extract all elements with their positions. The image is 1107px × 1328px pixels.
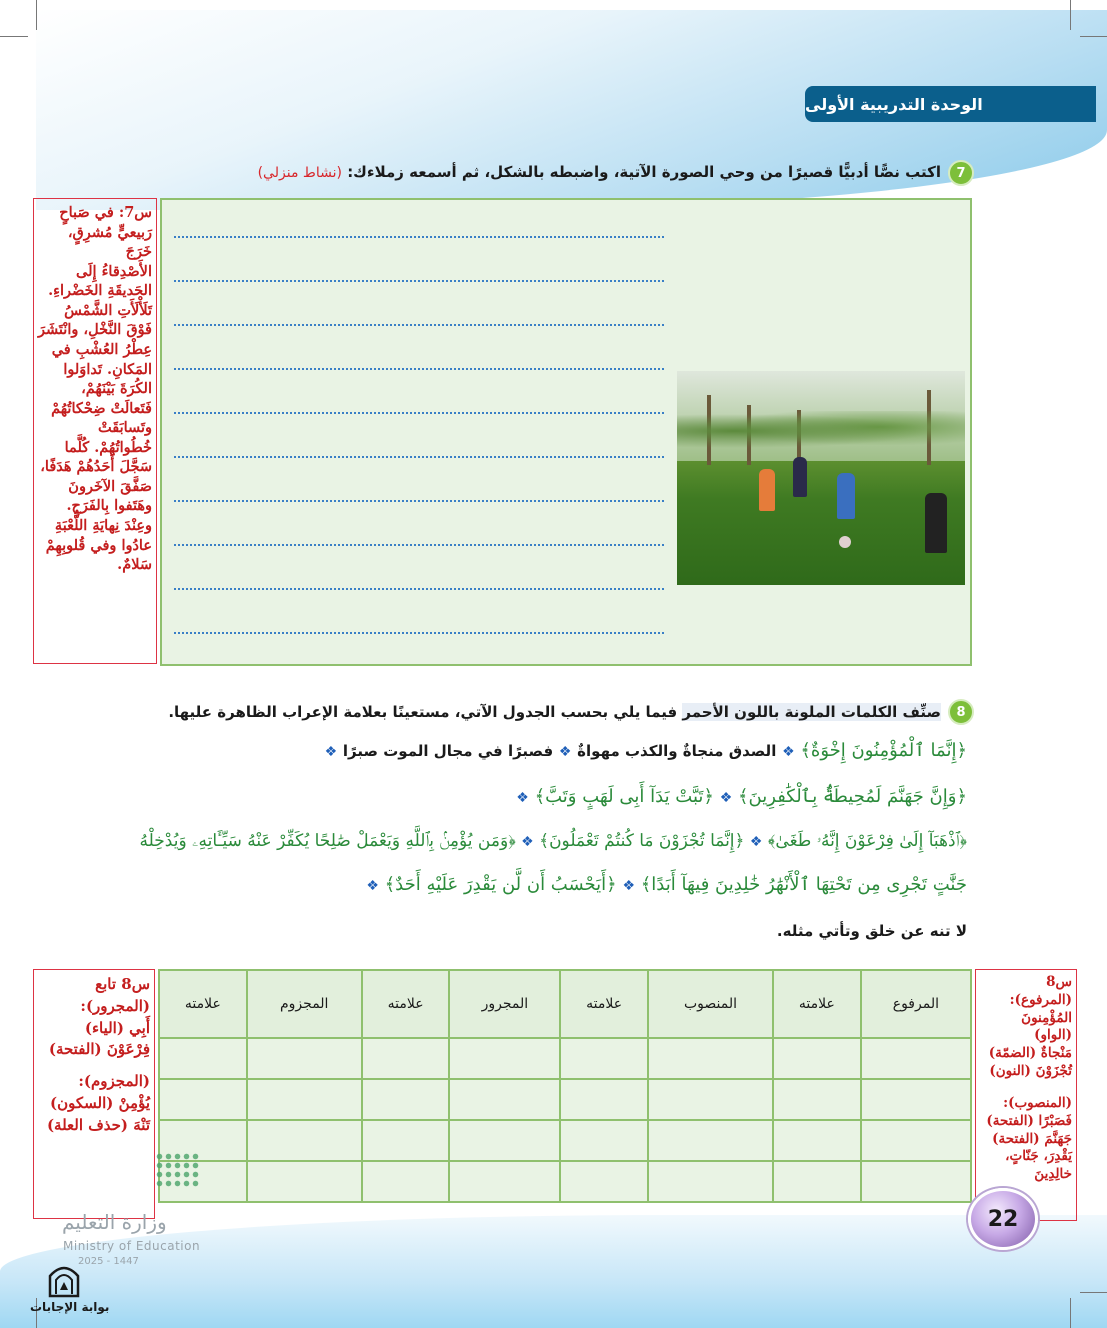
note-line: فَصَبْرًا (الفتحة) [986, 1112, 1072, 1129]
note-line: (المنصوب): [1003, 1094, 1072, 1111]
crop-mark [0, 36, 28, 37]
note-line: مَنْجاةٌ (الضمّة) [988, 1045, 1072, 1062]
separator-icon: ❖ [324, 744, 338, 760]
note-line: يَقْدِرَ، جَنّاتٍ، [1005, 1148, 1072, 1165]
table-cell[interactable] [648, 1120, 773, 1161]
portal-name: بوابة الإجابات [30, 1300, 110, 1314]
unit-title-banner [805, 86, 1096, 122]
note-line: سَلامٌ. [117, 556, 152, 574]
note-line: صَفَّقَ الآخَرونَ [68, 477, 152, 495]
note-line: الحَديقَةِ الخَضْراءِ. [48, 282, 152, 300]
table-cell[interactable] [560, 1120, 648, 1161]
example-line-4 [366, 874, 967, 895]
separator-icon: ❖ [719, 790, 733, 806]
q7-answer-note [33, 198, 157, 664]
park-children-photo [677, 371, 965, 585]
column-header: المجرور [449, 970, 560, 1038]
note-line: وهَتَفوا بِالفَرَحِ. [66, 497, 152, 515]
note-line: فَوْقَ النَّخْلِ، وانْتَشَرَ [38, 321, 152, 339]
crop-mark [1070, 1298, 1071, 1328]
quran-verse: ﴿ٱذْهَبَآ إِلَىٰ فِرْعَوْنَ إِنَّهُۥ طَغَىٰ﴾ [767, 831, 967, 851]
column-header: المجزوم [247, 970, 362, 1038]
quran-verse: ﴿وَإِنَّ جَهَنَّمَ لَمُحِيطَةٌۢ بِٱلْكَٰفِرِينَ﴾ [738, 786, 967, 807]
ball [839, 536, 851, 548]
example-line-2 [516, 786, 967, 807]
example-line-1 [325, 740, 967, 761]
writing-line[interactable] [174, 412, 664, 414]
table-cell[interactable] [362, 1161, 450, 1202]
page-number: 22 [968, 1188, 1038, 1250]
writing-line[interactable] [174, 544, 664, 546]
instruction-text: فيما يلي بحسب الجدول الآتي، مستعينًا بعلامة الإعراب الظاهرة عليها. [168, 703, 683, 721]
note-line: أَبِي (الياء) [84, 1018, 150, 1037]
note-line: عادُوا وفي قُلوبِهِمْ [45, 536, 152, 554]
note-line: سَجَّلَ أَحَدُهُمْ هَدَفًا، [40, 458, 152, 476]
example-line-5 [777, 920, 967, 941]
writing-line[interactable] [174, 280, 664, 282]
instruction-text: اكتب نصًّا أدبيًّا قصيرًا من وحي الصورة الآتية، واضبطه بالشكل، ثم أسمعه زملاءك: [347, 163, 941, 181]
note-line: س8 تابع [95, 975, 150, 993]
column-header: علامته [362, 970, 450, 1038]
separator-icon: ❖ [622, 878, 636, 894]
note-line: خالِدِينَ [1034, 1166, 1072, 1183]
text: لا [950, 922, 967, 940]
table-cell[interactable] [159, 1079, 247, 1120]
table-cell[interactable] [449, 1038, 560, 1079]
crop-mark [36, 0, 37, 30]
ministry-name-ar: وزارة التعليم [62, 1210, 167, 1234]
table-cell[interactable] [159, 1038, 247, 1079]
text: عن خلق وتأتي مثله. [776, 922, 930, 940]
instruction-highlight: صنِّف الكلمات الملونة باللون الأحمر [682, 703, 941, 721]
table-cell[interactable] [773, 1038, 861, 1079]
table-cell[interactable] [247, 1161, 362, 1202]
writing-line[interactable] [174, 588, 664, 590]
table-cell[interactable] [560, 1038, 648, 1079]
writing-line[interactable] [174, 456, 664, 458]
q8-left-answer-note [33, 969, 155, 1219]
table-cell[interactable] [861, 1079, 971, 1120]
quran-verse: جَنَّٰتٍ تَجْرِى مِن تَحْتِهَا ٱلْأَنْهَٰرُ خَٰلِدِينَ فِيهَآ أَبَدًا﴾ [640, 874, 967, 895]
ministry-year: 2025 - 1447 [78, 1256, 139, 1267]
table-cell[interactable] [773, 1079, 861, 1120]
writing-line[interactable] [174, 324, 664, 326]
table-cell[interactable] [362, 1038, 450, 1079]
note-line: (المجزوم): [78, 1072, 150, 1090]
note-line: فِرْعَوْنَ (الفتحة) [48, 1040, 150, 1059]
note-line: تَنْهَ (حذف العلة) [46, 1115, 150, 1134]
home-activity-tag: (نشاط منزلي) [257, 165, 342, 181]
column-header: علامته [773, 970, 861, 1038]
writing-line[interactable] [174, 632, 664, 634]
question-8-instruction [168, 703, 941, 721]
table-cell[interactable] [449, 1161, 560, 1202]
note-line: تُجْزَوْنَ (النون) [989, 1063, 1072, 1080]
table-row [159, 1161, 971, 1202]
unit-title: الوحدة التدريبية الأولى [805, 94, 983, 114]
table-cell[interactable] [362, 1079, 450, 1120]
note-line: جَهَنَّمَ (الفتحة) [992, 1130, 1072, 1147]
table-row [159, 1038, 971, 1079]
note-line: فَتَعالَتْ ضِحْكاتُهُمْ [51, 399, 152, 417]
quran-verse: ﴿تَبَّتْ يَدَآ أَبِى لَهَبٍ وَتَبَّ﴾ [534, 786, 714, 807]
column-header: المرفوع [861, 970, 971, 1038]
table-cell[interactable] [247, 1120, 362, 1161]
quran-verse: ﴿وَمَن يُؤْمِنۢ بِٱللَّهِ وَيَعْمَلْ صَٰلِحًا يُكَفِّرْ عَنْهُ سَيِّـَٔاتِهِۦ وَيُدْخِلْهُ [139, 831, 516, 851]
quran-verse: ﴿إِنَّمَا تُجْزَوْنَ مَا كُنتُمْ تَعْمَلُونَ﴾ [539, 831, 745, 851]
column-header: علامته [159, 970, 247, 1038]
table-cell[interactable] [861, 1120, 971, 1161]
table-cell[interactable] [861, 1161, 971, 1202]
note-line: الكُرَةَ بَيْنَهُمْ، [81, 380, 152, 398]
separator-icon: ❖ [782, 744, 795, 760]
question-number-badge: 7 [948, 160, 974, 186]
table-cell[interactable] [247, 1038, 362, 1079]
separator-icon: ❖ [516, 790, 529, 806]
quran-verse: ﴿إِنَّمَا ٱلْمُؤْمِنُونَ إِخْوَةٌ﴾ [800, 740, 967, 761]
crop-mark [1080, 36, 1107, 37]
text: الصدق [723, 742, 777, 760]
note-line: عِطْرُ العُشْبِ في [51, 340, 152, 358]
crop-mark [1070, 0, 1071, 30]
classification-table [158, 969, 972, 1203]
example-line-3 [140, 830, 967, 851]
red-word: تنه [929, 922, 951, 940]
note-line: خُطُواتُهُمْ. كُلَّما [64, 438, 152, 456]
table-cell[interactable] [362, 1120, 450, 1161]
separator-icon: ❖ [558, 744, 572, 760]
table-row [159, 1120, 971, 1161]
note-line [38, 1061, 150, 1071]
portal-logo-icon [46, 1258, 82, 1298]
note-line: تَلَأْلَأَتِ الشَّمْسُ [64, 301, 152, 319]
child-figure [925, 493, 947, 553]
writing-line[interactable] [174, 236, 664, 238]
table-cell[interactable] [449, 1120, 560, 1161]
table-cell[interactable] [449, 1079, 560, 1120]
note-line: س8 (المرفوع): [1009, 974, 1072, 1008]
table-row [159, 1079, 971, 1120]
red-word: فصبرًا [507, 742, 554, 760]
child-figure [759, 469, 775, 511]
q8-right-answer-note [975, 969, 1077, 1221]
separator-icon: ❖ [521, 834, 534, 850]
table-cell[interactable] [560, 1161, 648, 1202]
table-header-row [159, 970, 971, 1038]
note-line: يُؤْمِنْ (السكون) [50, 1093, 150, 1112]
column-header: علامته [560, 970, 648, 1038]
red-word: منجاةٌ [682, 742, 724, 760]
note-line: المُؤْمِنونَ (الواو) [1021, 1009, 1072, 1044]
note-line: وعِنْدَ نِهايَةِ اللُّعْبَةِ [54, 517, 152, 534]
writing-line[interactable] [174, 500, 664, 502]
note-line: الأَصْدِقاءُ إِلَى [76, 262, 152, 280]
note-line [980, 1081, 1072, 1095]
child-figure [793, 457, 807, 497]
note-line: رَبيعيٍّ مُشرِقٍ، خَرَجَ [67, 223, 152, 261]
ministry-name-en: Ministry of Education [63, 1239, 201, 1253]
note-line: (المجرور): [80, 996, 150, 1015]
table-cell[interactable] [773, 1120, 861, 1161]
child-figure [837, 473, 855, 519]
table-cell[interactable] [560, 1079, 648, 1120]
question-number-badge: 8 [948, 699, 974, 725]
question-7-instruction [258, 163, 941, 181]
separator-icon: ❖ [749, 834, 763, 850]
table-cell[interactable] [861, 1038, 971, 1079]
column-header: المنصوب [648, 970, 773, 1038]
table-cell[interactable] [648, 1038, 773, 1079]
table-cell[interactable] [648, 1079, 773, 1120]
table-cell[interactable] [648, 1161, 773, 1202]
text: في مجال الموت صبرًا [342, 742, 508, 760]
crop-mark [1080, 1292, 1107, 1293]
writing-line[interactable] [174, 368, 664, 370]
palm-canopy [677, 411, 965, 451]
note-line: المَكانِ. تَداوَلوا [63, 360, 152, 378]
separator-icon: ❖ [366, 878, 379, 894]
table-cell[interactable] [773, 1161, 861, 1202]
quran-verse: ﴿أَيَحْسَبُ أَن لَّن يَقْدِرَ عَلَيْهِ أَحَدٌ﴾ [384, 874, 617, 895]
note-line: س7: في صَباحٍ [59, 204, 152, 221]
table-cell[interactable] [247, 1079, 362, 1120]
text: والكذب مهواةٌ [577, 742, 683, 760]
ministry-dots-logo [155, 1152, 199, 1188]
note-line: وتَسابَقَتْ [98, 419, 152, 437]
